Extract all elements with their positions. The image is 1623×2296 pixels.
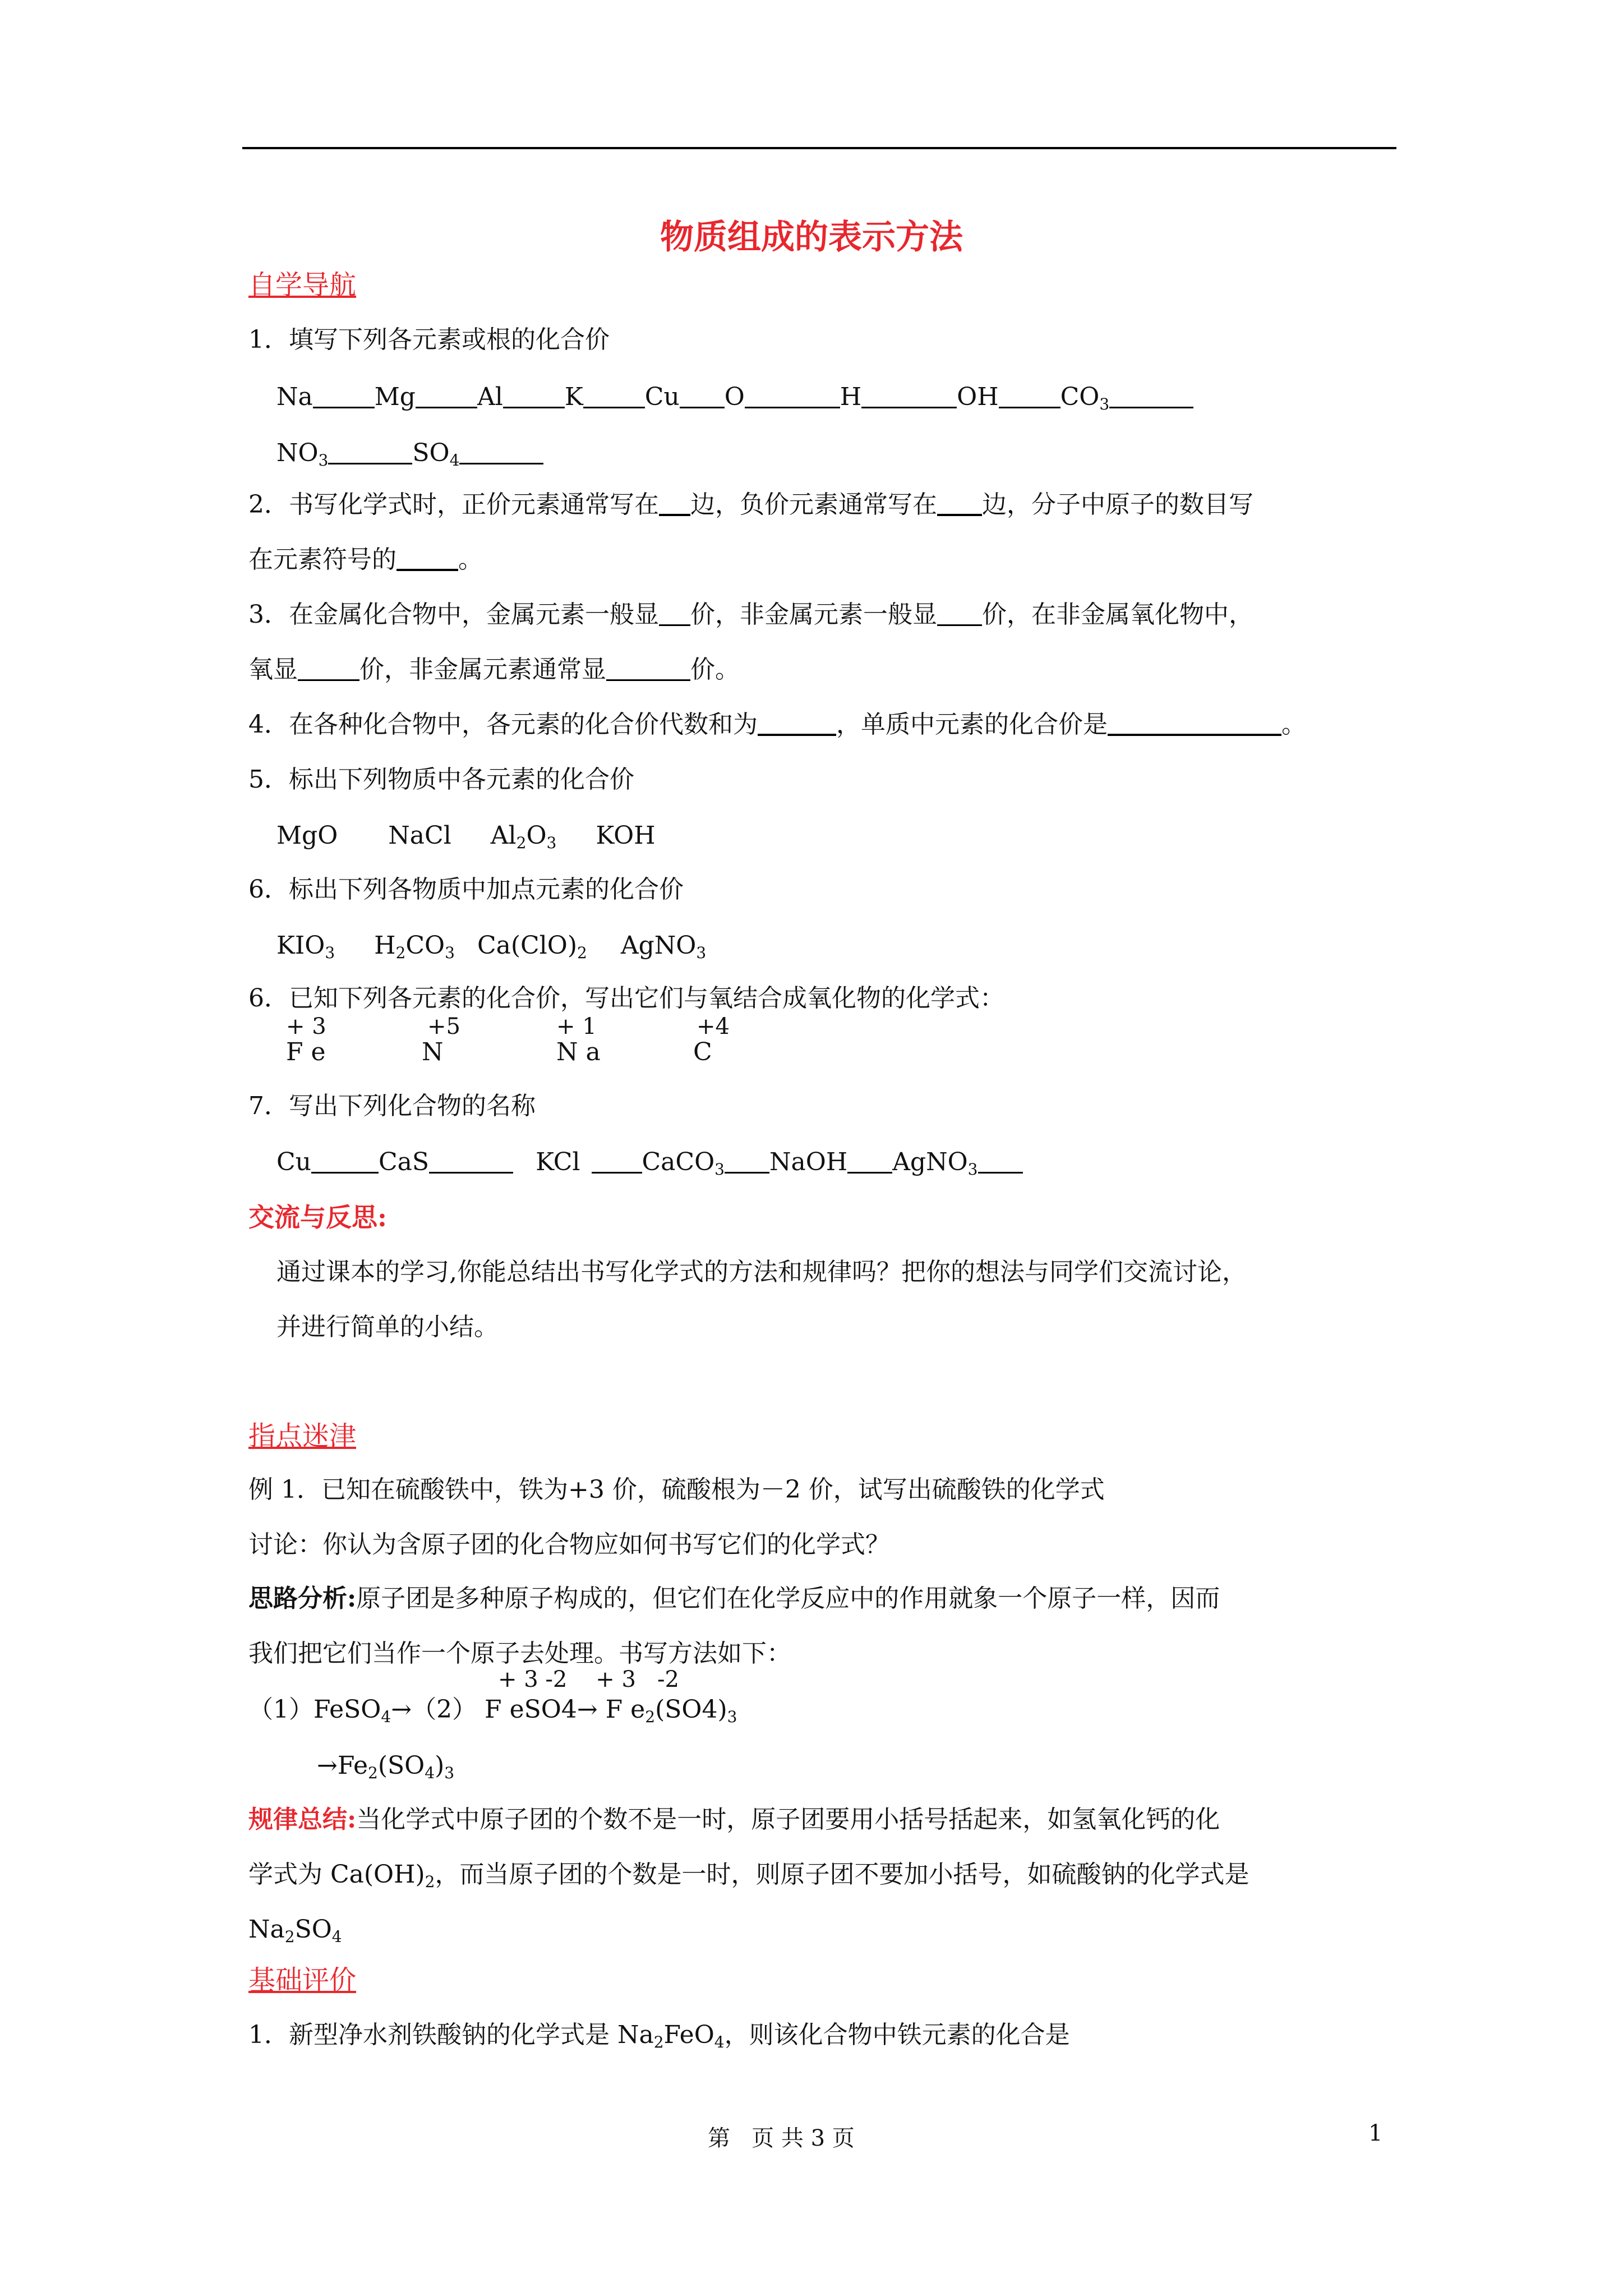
- q6b-element-n: N: [422, 1038, 444, 1066]
- question-3-cont: 氧显 价，非金属元素通常显 价。: [248, 655, 740, 684]
- question-2: 2．书写化学式时，正价元素通常写在 边，负价元素通常写在 边，分子中原子的数目写: [248, 490, 1253, 519]
- q1-elements-row: Na Mg Al K Cu O H OH $CO_3$: [276, 380, 1193, 414]
- q6b-element-fe: F e: [286, 1038, 326, 1066]
- question-6a: 6．标出下列各物质中加点元素的化合价: [248, 875, 684, 904]
- q6b-valence-c: +4: [697, 1014, 730, 1039]
- rule-summary-formula: $Na_2SO_4$: [248, 1915, 342, 1946]
- footer-page-number: 1: [1368, 2120, 1383, 2146]
- section-exchange: 交流与反思:: [248, 1202, 387, 1232]
- example-1: 例 1．已知在硫酸铁中，铁为+3 价，硫酸根为－2 价，试写出硫酸铁的化学式: [248, 1475, 1105, 1504]
- header-rule: [242, 147, 1396, 149]
- question-7: 7．写出下列化合物的名称: [248, 1092, 536, 1120]
- q6b-valence-n: +5: [427, 1014, 460, 1039]
- question-2-cont: 在元素符号的 。: [248, 545, 483, 574]
- question-4: 4．在各种化合物中，各元素的化合价代数和为 ，单质中元素的化合价是 。: [248, 710, 1306, 739]
- q7-compounds: Cu CaS KCl CaCO$_3$ NaOH AgNO$_3$: [276, 1145, 1023, 1179]
- q6b-valence-fe: + 3: [286, 1014, 326, 1039]
- example-valences: + 3 -2 + 3 -2: [498, 1667, 680, 1692]
- rule-summary: 规律总结:当化学式中原子团的个数不是一时，原子团要用小括号括起来，如氢氧化钙的化: [248, 1805, 1220, 1834]
- example-result: $\to Fe_2(SO_4)_3$: [317, 1751, 455, 1782]
- exchange-text-2: 并进行简单的小结。: [276, 1313, 499, 1341]
- q6b-valence-na: + 1: [556, 1014, 597, 1039]
- example-steps: （1）FeSO$_4$→（2） F eSO4→ F $e_2(SO4)_3$: [248, 1695, 737, 1726]
- q6b-element-c: C: [693, 1038, 712, 1066]
- footer-page-count: 第 页 共 3 页: [708, 2125, 855, 2151]
- q6a-formulas: $KIO_3$ $H_2CO_3$ $Ca(ClO)_2$ AgNO$_3$: [276, 931, 707, 962]
- exchange-text-1: 通过课本的学习,你能总结出书写化学式的方法和规律吗？把你的想法与同学们交流讨论，: [276, 1258, 1247, 1286]
- section-self-study: 自学导航: [248, 269, 357, 301]
- q5-formulas: MgO NaCl $Al_2O_3$ KOH: [276, 821, 656, 852]
- question-6b: 6．已知下列各元素的化合价，写出它们与氧结合成氧化物的化学式：: [248, 984, 1004, 1013]
- example-discussion: 讨论：你认为含原子团的化合物应如何书写它们的化学式？: [248, 1530, 890, 1559]
- page-title: 物质组成的表示方法: [660, 218, 963, 257]
- rule-summary-cont: 学式为 $Ca(OH)_2$，而当原子团的个数是一时，则原子团不要加小括号，如硫酸钠的化学式是: [248, 1860, 1249, 1891]
- question-5: 5．标出下列物质中各元素的化合价: [248, 765, 634, 794]
- q1-radicals-row: $NO_3$ $SO_4$: [276, 436, 543, 470]
- question-1: 1．填写下列各元素或根的化合价: [248, 325, 610, 354]
- question-3: 3．在金属化合物中，金属元素一般显 价，非金属元素一般显 价，在非金属氧化物中，: [248, 600, 1253, 629]
- q6b-element-na: N a: [556, 1038, 601, 1066]
- example-analysis-cont: 我们把它们当作一个原子去处理。书写方法如下：: [248, 1639, 791, 1668]
- evaluation-question-1: 1．新型净水剂铁酸钠的化学式是 $Na_2FeO_4$，则该化合物中铁元素的化合是: [248, 2021, 1070, 2051]
- example-analysis: 思路分析:原子团是多种原子构成的，但它们在化学反应中的作用就象一个原子一样，因而: [248, 1584, 1220, 1613]
- section-guide: 指点迷津: [248, 1420, 357, 1452]
- section-evaluation: 基础评价: [248, 1964, 357, 1996]
